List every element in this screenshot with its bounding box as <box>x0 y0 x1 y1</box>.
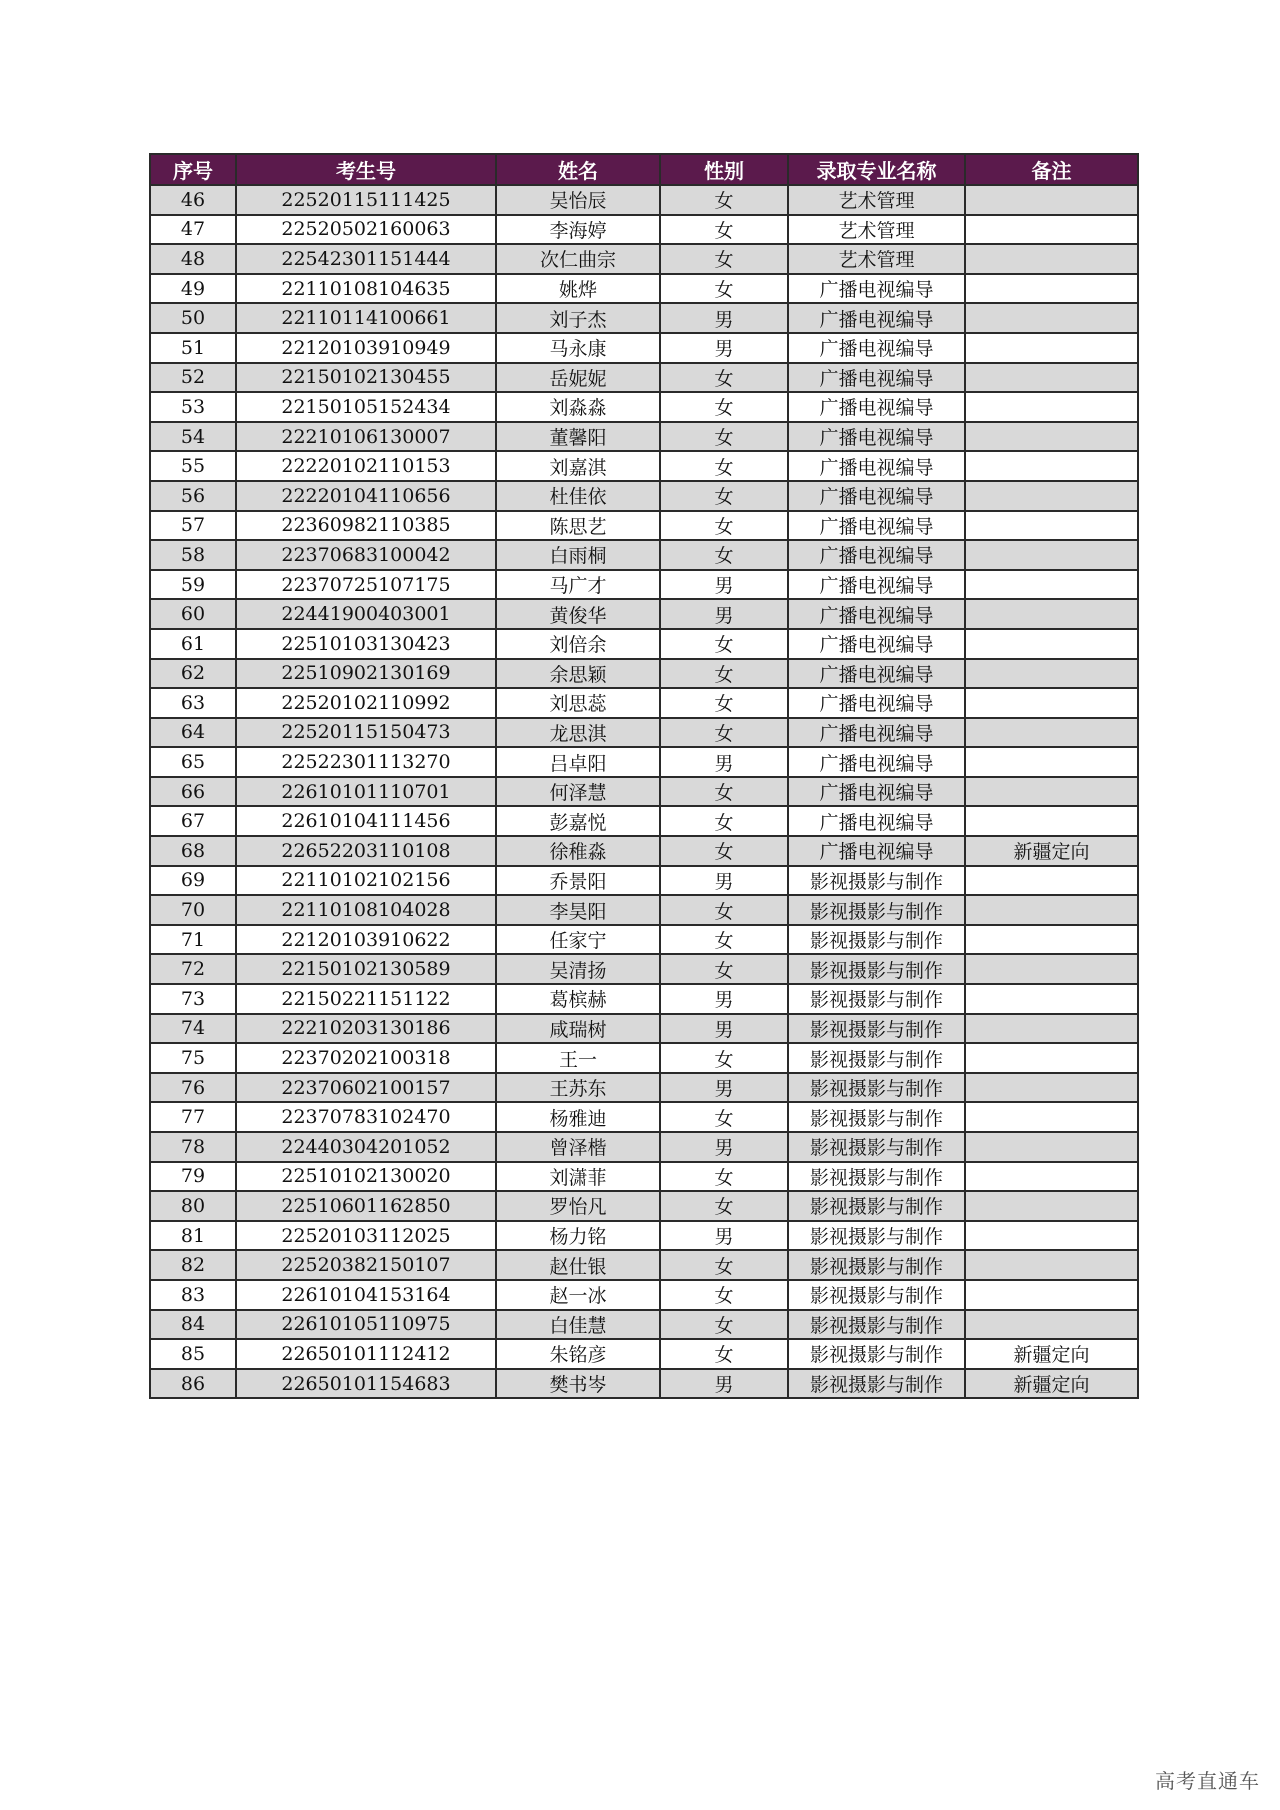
cell-remark <box>965 363 1138 393</box>
cell-remark <box>965 540 1138 570</box>
cell-remark <box>965 185 1138 215</box>
table-row <box>150 954 1138 984</box>
cell-major: 影视摄影与制作 <box>788 866 965 896</box>
cell-exam-number: 22110108104635 <box>236 274 496 304</box>
cell-serial: 49 <box>150 274 236 304</box>
cell-exam-number: 22220104110656 <box>236 481 496 511</box>
cell-exam-number: 22370783102470 <box>236 1102 496 1132</box>
cell-remark: 新疆定向 <box>965 1369 1138 1399</box>
cell-gender: 女 <box>660 392 788 422</box>
cell-exam-number: 22510902130169 <box>236 659 496 689</box>
table-row <box>150 629 1138 659</box>
table-row <box>150 363 1138 393</box>
cell-remark <box>965 866 1138 896</box>
cell-name: 任家宁 <box>496 925 660 955</box>
table-row <box>150 1102 1138 1132</box>
cell-exam-number: 22150102130589 <box>236 954 496 984</box>
cell-name: 吕卓阳 <box>496 747 660 777</box>
table-row <box>150 1014 1138 1044</box>
cell-serial: 68 <box>150 836 236 866</box>
cell-name: 余思颖 <box>496 659 660 689</box>
cell-name: 刘思蕊 <box>496 688 660 718</box>
cell-name: 刘子杰 <box>496 303 660 333</box>
cell-serial: 48 <box>150 244 236 274</box>
cell-name: 樊书岑 <box>496 1369 660 1399</box>
cell-major: 广播电视编导 <box>788 451 965 481</box>
cell-gender: 女 <box>660 511 788 541</box>
table-row <box>150 925 1138 955</box>
cell-name: 曾泽楷 <box>496 1132 660 1162</box>
cell-name: 岳妮妮 <box>496 363 660 393</box>
cell-major: 影视摄影与制作 <box>788 1014 965 1044</box>
cell-gender: 男 <box>660 984 788 1014</box>
cell-gender: 女 <box>660 1191 788 1221</box>
cell-remark <box>965 718 1138 748</box>
cell-remark <box>965 954 1138 984</box>
cell-name: 次仁曲宗 <box>496 244 660 274</box>
cell-remark <box>965 747 1138 777</box>
cell-serial: 54 <box>150 422 236 452</box>
cell-serial: 85 <box>150 1339 236 1369</box>
cell-gender: 女 <box>660 1339 788 1369</box>
cell-remark <box>965 215 1138 245</box>
cell-exam-number: 22110108104028 <box>236 895 496 925</box>
cell-exam-number: 22520382150107 <box>236 1250 496 1280</box>
cell-gender: 女 <box>660 363 788 393</box>
cell-exam-number: 22610105110975 <box>236 1310 496 1340</box>
cell-major: 艺术管理 <box>788 215 965 245</box>
cell-exam-number: 22610104153164 <box>236 1280 496 1310</box>
cell-serial: 58 <box>150 540 236 570</box>
table-row <box>150 1191 1138 1221</box>
cell-serial: 86 <box>150 1369 236 1399</box>
cell-exam-number: 22650101154683 <box>236 1369 496 1399</box>
table-row <box>150 1250 1138 1280</box>
cell-gender: 女 <box>660 1310 788 1340</box>
cell-remark <box>965 451 1138 481</box>
cell-serial: 72 <box>150 954 236 984</box>
cell-gender: 男 <box>660 1221 788 1251</box>
cell-name: 李海婷 <box>496 215 660 245</box>
cell-serial: 46 <box>150 185 236 215</box>
cell-exam-number: 22440304201052 <box>236 1132 496 1162</box>
cell-remark <box>965 1073 1138 1103</box>
cell-remark <box>965 303 1138 333</box>
cell-remark <box>965 1043 1138 1073</box>
cell-serial: 67 <box>150 806 236 836</box>
cell-gender: 男 <box>660 599 788 629</box>
cell-major: 影视摄影与制作 <box>788 984 965 1014</box>
cell-major: 广播电视编导 <box>788 806 965 836</box>
header-serial: 序号 <box>150 154 236 185</box>
cell-name: 罗怡凡 <box>496 1191 660 1221</box>
cell-major: 广播电视编导 <box>788 303 965 333</box>
cell-remark <box>965 629 1138 659</box>
table-row <box>150 777 1138 807</box>
cell-exam-number: 22370683100042 <box>236 540 496 570</box>
table-row <box>150 1310 1138 1340</box>
cell-major: 影视摄影与制作 <box>788 1073 965 1103</box>
table-row <box>150 1162 1138 1192</box>
cell-name: 杨力铭 <box>496 1221 660 1251</box>
cell-gender: 男 <box>660 570 788 600</box>
cell-remark <box>965 570 1138 600</box>
cell-remark <box>965 1310 1138 1340</box>
cell-name: 董馨阳 <box>496 422 660 452</box>
cell-exam-number: 22542301151444 <box>236 244 496 274</box>
table-body <box>150 185 1138 1398</box>
cell-major: 广播电视编导 <box>788 540 965 570</box>
cell-major: 影视摄影与制作 <box>788 1310 965 1340</box>
cell-remark <box>965 1221 1138 1251</box>
cell-remark <box>965 1280 1138 1310</box>
cell-name: 杨雅迪 <box>496 1102 660 1132</box>
cell-major: 广播电视编导 <box>788 718 965 748</box>
cell-exam-number: 22510102130020 <box>236 1162 496 1192</box>
cell-gender: 男 <box>660 303 788 333</box>
cell-serial: 82 <box>150 1250 236 1280</box>
cell-name: 刘倍余 <box>496 629 660 659</box>
table-row <box>150 1339 1138 1369</box>
cell-remark <box>965 511 1138 541</box>
cell-name: 李昊阳 <box>496 895 660 925</box>
cell-name: 刘淼淼 <box>496 392 660 422</box>
cell-remark <box>965 1014 1138 1044</box>
table-row <box>150 570 1138 600</box>
cell-gender: 男 <box>660 747 788 777</box>
table-row <box>150 1369 1138 1399</box>
cell-major: 影视摄影与制作 <box>788 1250 965 1280</box>
table-row <box>150 244 1138 274</box>
cell-serial: 56 <box>150 481 236 511</box>
cell-major: 广播电视编导 <box>788 333 965 363</box>
cell-serial: 83 <box>150 1280 236 1310</box>
cell-serial: 60 <box>150 599 236 629</box>
cell-exam-number: 22520502160063 <box>236 215 496 245</box>
cell-major: 影视摄影与制作 <box>788 1280 965 1310</box>
cell-gender: 女 <box>660 1280 788 1310</box>
table-row <box>150 659 1138 689</box>
cell-major: 影视摄影与制作 <box>788 954 965 984</box>
cell-exam-number: 22360982110385 <box>236 511 496 541</box>
cell-serial: 71 <box>150 925 236 955</box>
cell-remark <box>965 895 1138 925</box>
cell-major: 影视摄影与制作 <box>788 1102 965 1132</box>
cell-major: 影视摄影与制作 <box>788 1221 965 1251</box>
cell-major: 广播电视编导 <box>788 392 965 422</box>
table-row <box>150 895 1138 925</box>
cell-remark <box>965 333 1138 363</box>
cell-exam-number: 22210106130007 <box>236 422 496 452</box>
cell-exam-number: 22441900403001 <box>236 599 496 629</box>
cell-gender: 男 <box>660 1014 788 1044</box>
cell-exam-number: 22650101112412 <box>236 1339 496 1369</box>
cell-gender: 女 <box>660 718 788 748</box>
cell-serial: 65 <box>150 747 236 777</box>
cell-gender: 女 <box>660 422 788 452</box>
table-row <box>150 1073 1138 1103</box>
cell-major: 影视摄影与制作 <box>788 1191 965 1221</box>
cell-remark <box>965 1132 1138 1162</box>
cell-major: 广播电视编导 <box>788 599 965 629</box>
cell-serial: 84 <box>150 1310 236 1340</box>
cell-exam-number: 22520115111425 <box>236 185 496 215</box>
cell-major: 艺术管理 <box>788 185 965 215</box>
cell-gender: 男 <box>660 1132 788 1162</box>
cell-remark <box>965 806 1138 836</box>
cell-serial: 78 <box>150 1132 236 1162</box>
cell-exam-number: 22210203130186 <box>236 1014 496 1044</box>
table-row <box>150 747 1138 777</box>
cell-major: 广播电视编导 <box>788 777 965 807</box>
cell-remark <box>965 1102 1138 1132</box>
table-row <box>150 333 1138 363</box>
table-row <box>150 718 1138 748</box>
cell-major: 影视摄影与制作 <box>788 1162 965 1192</box>
cell-serial: 57 <box>150 511 236 541</box>
cell-remark <box>965 984 1138 1014</box>
cell-name: 刘嘉淇 <box>496 451 660 481</box>
table-row <box>150 511 1138 541</box>
cell-name: 陈思艺 <box>496 511 660 541</box>
table-row <box>150 688 1138 718</box>
cell-exam-number: 22610104111456 <box>236 806 496 836</box>
cell-name: 姚烨 <box>496 274 660 304</box>
table-row <box>150 836 1138 866</box>
cell-gender: 女 <box>660 1250 788 1280</box>
table-row <box>150 866 1138 896</box>
header-major: 录取专业名称 <box>788 154 965 185</box>
cell-gender: 女 <box>660 481 788 511</box>
cell-name: 吴怡辰 <box>496 185 660 215</box>
cell-gender: 女 <box>660 451 788 481</box>
cell-gender: 女 <box>660 1162 788 1192</box>
cell-major: 广播电视编导 <box>788 688 965 718</box>
table-row <box>150 451 1138 481</box>
cell-serial: 53 <box>150 392 236 422</box>
cell-serial: 76 <box>150 1073 236 1103</box>
cell-major: 广播电视编导 <box>788 747 965 777</box>
cell-name: 王一 <box>496 1043 660 1073</box>
cell-exam-number: 22150102130455 <box>236 363 496 393</box>
cell-gender: 女 <box>660 629 788 659</box>
table-row <box>150 274 1138 304</box>
cell-serial: 61 <box>150 629 236 659</box>
cell-serial: 63 <box>150 688 236 718</box>
table-row <box>150 984 1138 1014</box>
cell-name: 杜佳依 <box>496 481 660 511</box>
table-row <box>150 215 1138 245</box>
cell-major: 影视摄影与制作 <box>788 925 965 955</box>
cell-serial: 52 <box>150 363 236 393</box>
cell-serial: 62 <box>150 659 236 689</box>
cell-exam-number: 22520103112025 <box>236 1221 496 1251</box>
cell-remark <box>965 1162 1138 1192</box>
cell-major: 影视摄影与制作 <box>788 1339 965 1369</box>
cell-remark <box>965 244 1138 274</box>
cell-remark <box>965 274 1138 304</box>
cell-name: 刘潇菲 <box>496 1162 660 1192</box>
cell-gender: 女 <box>660 274 788 304</box>
cell-serial: 64 <box>150 718 236 748</box>
cell-exam-number: 22370202100318 <box>236 1043 496 1073</box>
cell-remark <box>965 1250 1138 1280</box>
cell-major: 影视摄影与制作 <box>788 1043 965 1073</box>
cell-name: 赵仕银 <box>496 1250 660 1280</box>
admission-table <box>149 153 1139 1399</box>
cell-name: 马广才 <box>496 570 660 600</box>
cell-major: 广播电视编导 <box>788 274 965 304</box>
cell-serial: 70 <box>150 895 236 925</box>
cell-serial: 73 <box>150 984 236 1014</box>
cell-major: 广播电视编导 <box>788 511 965 541</box>
cell-gender: 男 <box>660 1073 788 1103</box>
cell-exam-number: 22370602100157 <box>236 1073 496 1103</box>
watermark-text: 高考直通车 <box>1155 1769 1260 1793</box>
cell-gender: 女 <box>660 806 788 836</box>
table-row <box>150 1043 1138 1073</box>
cell-gender: 女 <box>660 925 788 955</box>
table-row <box>150 1280 1138 1310</box>
table-row <box>150 1221 1138 1251</box>
cell-exam-number: 22120103910949 <box>236 333 496 363</box>
cell-serial: 55 <box>150 451 236 481</box>
cell-major: 广播电视编导 <box>788 570 965 600</box>
table-row <box>150 599 1138 629</box>
cell-serial: 79 <box>150 1162 236 1192</box>
cell-exam-number: 22510601162850 <box>236 1191 496 1221</box>
cell-exam-number: 22510103130423 <box>236 629 496 659</box>
table-row <box>150 422 1138 452</box>
cell-exam-number: 22522301113270 <box>236 747 496 777</box>
cell-exam-number: 22520115150473 <box>236 718 496 748</box>
cell-name: 王苏东 <box>496 1073 660 1103</box>
table-row <box>150 481 1138 511</box>
cell-major: 影视摄影与制作 <box>788 1369 965 1399</box>
cell-remark <box>965 481 1138 511</box>
cell-remark <box>965 599 1138 629</box>
cell-remark: 新疆定向 <box>965 836 1138 866</box>
cell-name: 白佳慧 <box>496 1310 660 1340</box>
cell-exam-number: 22220102110153 <box>236 451 496 481</box>
cell-major: 广播电视编导 <box>788 659 965 689</box>
header-gender: 性别 <box>660 154 788 185</box>
cell-remark <box>965 1191 1138 1221</box>
cell-exam-number: 22150221151122 <box>236 984 496 1014</box>
cell-exam-number: 22150105152434 <box>236 392 496 422</box>
cell-exam-number: 22110114100661 <box>236 303 496 333</box>
cell-name: 徐稚淼 <box>496 836 660 866</box>
cell-gender: 男 <box>660 333 788 363</box>
cell-exam-number: 22610101110701 <box>236 777 496 807</box>
cell-serial: 50 <box>150 303 236 333</box>
cell-gender: 女 <box>660 895 788 925</box>
cell-name: 彭嘉悦 <box>496 806 660 836</box>
table-row <box>150 806 1138 836</box>
cell-major: 影视摄影与制作 <box>788 895 965 925</box>
cell-exam-number: 22120103910622 <box>236 925 496 955</box>
cell-serial: 66 <box>150 777 236 807</box>
cell-remark: 新疆定向 <box>965 1339 1138 1369</box>
cell-serial: 51 <box>150 333 236 363</box>
cell-name: 龙思淇 <box>496 718 660 748</box>
cell-name: 白雨桐 <box>496 540 660 570</box>
table-row <box>150 303 1138 333</box>
cell-serial: 59 <box>150 570 236 600</box>
cell-major: 广播电视编导 <box>788 422 965 452</box>
cell-remark <box>965 659 1138 689</box>
cell-name: 马永康 <box>496 333 660 363</box>
cell-major: 广播电视编导 <box>788 629 965 659</box>
cell-gender: 女 <box>660 540 788 570</box>
header-row <box>150 154 1138 185</box>
cell-serial: 77 <box>150 1102 236 1132</box>
cell-major: 广播电视编导 <box>788 481 965 511</box>
cell-exam-number: 22370725107175 <box>236 570 496 600</box>
cell-remark <box>965 422 1138 452</box>
cell-exam-number: 22110102102156 <box>236 866 496 896</box>
cell-gender: 女 <box>660 1043 788 1073</box>
cell-major: 影视摄影与制作 <box>788 1132 965 1162</box>
header-name: 姓名 <box>496 154 660 185</box>
cell-major: 广播电视编导 <box>788 836 965 866</box>
cell-gender: 女 <box>660 954 788 984</box>
cell-serial: 69 <box>150 866 236 896</box>
cell-major: 艺术管理 <box>788 244 965 274</box>
cell-gender: 男 <box>660 866 788 896</box>
cell-gender: 女 <box>660 1102 788 1132</box>
cell-serial: 47 <box>150 215 236 245</box>
cell-serial: 81 <box>150 1221 236 1251</box>
cell-gender: 女 <box>660 659 788 689</box>
cell-exam-number: 22520102110992 <box>236 688 496 718</box>
header-remark: 备注 <box>965 154 1138 185</box>
cell-name: 何泽慧 <box>496 777 660 807</box>
cell-exam-number: 22652203110108 <box>236 836 496 866</box>
cell-name: 朱铭彦 <box>496 1339 660 1369</box>
cell-name: 乔景阳 <box>496 866 660 896</box>
cell-remark <box>965 925 1138 955</box>
table-row <box>150 1132 1138 1162</box>
cell-serial: 75 <box>150 1043 236 1073</box>
cell-remark <box>965 392 1138 422</box>
cell-remark <box>965 777 1138 807</box>
cell-gender: 女 <box>660 688 788 718</box>
cell-name: 吴清扬 <box>496 954 660 984</box>
cell-name: 赵一冰 <box>496 1280 660 1310</box>
header-exam-number: 考生号 <box>236 154 496 185</box>
cell-gender: 男 <box>660 1369 788 1399</box>
cell-remark <box>965 688 1138 718</box>
cell-gender: 女 <box>660 244 788 274</box>
table-row <box>150 185 1138 215</box>
cell-gender: 女 <box>660 185 788 215</box>
table-row <box>150 392 1138 422</box>
cell-gender: 女 <box>660 836 788 866</box>
cell-serial: 74 <box>150 1014 236 1044</box>
cell-serial: 80 <box>150 1191 236 1221</box>
cell-major: 广播电视编导 <box>788 363 965 393</box>
cell-name: 葛槟赫 <box>496 984 660 1014</box>
cell-name: 咸瑞树 <box>496 1014 660 1044</box>
cell-gender: 女 <box>660 777 788 807</box>
cell-gender: 女 <box>660 215 788 245</box>
cell-name: 黄俊华 <box>496 599 660 629</box>
table-row <box>150 540 1138 570</box>
